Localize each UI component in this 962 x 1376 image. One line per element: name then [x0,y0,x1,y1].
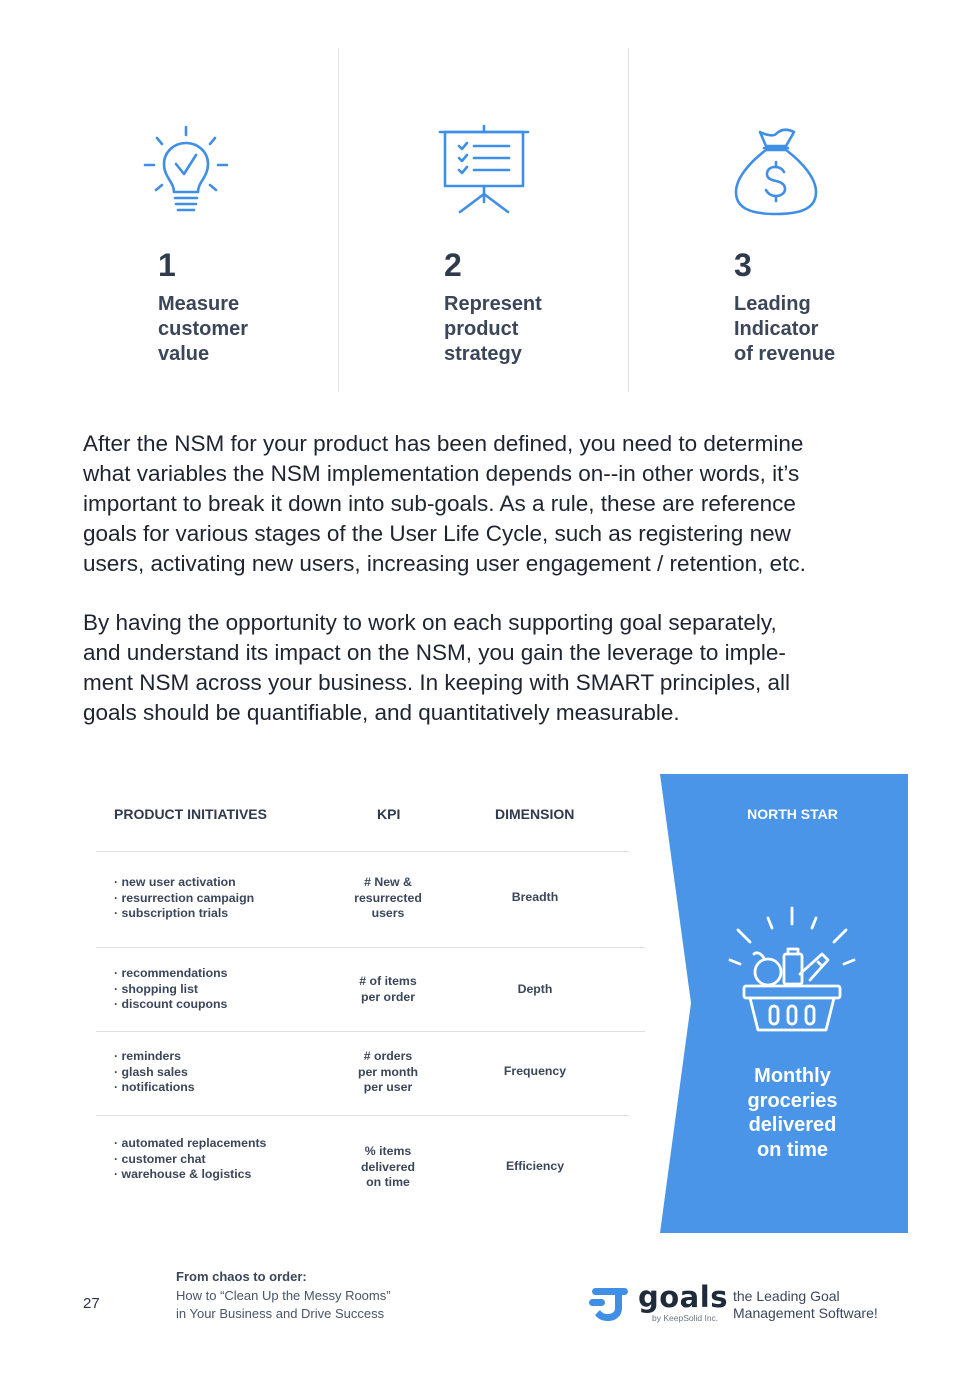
feature-divider-1 [338,48,339,392]
book-subtitle-line: How to “Clean Up the Messy Rooms” [176,1287,391,1303]
paragraph-1 [83,429,893,579]
initiative-item: · shopping list [114,981,199,996]
kpi-line: resurrected [354,890,422,905]
initiative-item: · customer chat [114,1151,206,1166]
kpi-line: # orders [363,1049,413,1063]
paragraph-1-line: what variables the NSM implementation depends on--in other words, it’s [83,461,800,486]
initiative-item: · automated replacements [114,1136,267,1150]
paragraph-2-line: By having the opportunity to work on each supporting goal separately, [83,610,777,635]
lightbulb-icon [140,124,232,218]
paragraph-1-line: users, activating new users, increasing user engagement / retention, etc. [83,551,806,576]
north-star-metric [690,1064,895,1162]
kpi-line: # of items [359,974,417,988]
initiative-item: · warehouse & logistics [114,1167,252,1181]
kpi-line: on time [366,1175,410,1189]
paragraph-2 [83,608,893,728]
kpi-line: per month [357,1064,419,1079]
paragraph-2-line: goals should be quantifiable, and quantitatively measurable. [83,700,680,725]
table-divider [96,1115,629,1116]
tagline [733,1288,878,1321]
kpi-line: users [371,906,405,920]
initiative-item: · discount coupons [114,997,228,1011]
table-row-3-initiatives [114,1049,195,1096]
kpi-line: per order [361,989,415,1004]
kpi-line: per user [363,1080,413,1094]
goals-logo-word: goals [638,1280,728,1314]
table-row-2-kpi [338,974,438,1005]
table-row-4-kpi [338,1144,438,1191]
feature-divider-2 [628,48,629,392]
paragraph-1-line: goals for various stages of the User Life Cycle, such as registering new [83,521,791,546]
header-product-initiatives: PRODUCT INITIATIVES [114,806,267,822]
north-star-line: Monthly [754,1065,831,1087]
table-row-1-initiatives [114,875,254,922]
presentation-board-icon [436,124,532,216]
money-bag-icon [730,124,822,218]
initiative-item: · reminders [114,1049,181,1063]
feature-1-number: 1 [158,247,176,283]
feature-3-number: 3 [734,247,752,283]
book-subtitle-line: in Your Business and Drive Success [176,1306,385,1321]
kpi-line: # New & [364,875,412,889]
tagline-line: Management Software! [733,1304,878,1321]
table-row-1-kpi [338,875,438,922]
paragraph-2-line: ment NSM across your business. In keeping with SMART principles, all [83,670,790,695]
table-row-4-dimension: Efficiency [505,1159,565,1173]
book-title: From chaos to order: [176,1269,307,1284]
book-citation [176,1268,391,1324]
table-row-4-initiatives [114,1136,266,1183]
kpi-line: delivered [361,1159,415,1174]
initiative-item: · notifications [114,1080,195,1094]
page-number: 27 [83,1295,100,1312]
grocery-basket-icon [726,902,858,1036]
initiative-item: · new user activation [114,875,236,889]
initiative-item: · subscription trials [114,906,229,920]
north-star-title: NORTH STAR [747,806,838,822]
table-divider [96,851,629,852]
header-kpi: KPI [377,806,401,822]
initiative-item: · glash sales [114,1064,188,1079]
north-star-line: on time [756,1138,829,1161]
goals-logo-icon [589,1284,635,1322]
north-star-line: groceries [747,1089,838,1112]
feature-1-label: Measure customer value [158,293,249,365]
table-row-3-kpi [338,1049,438,1096]
initiative-item: · resurrection campaign [114,890,255,905]
table-divider [96,1031,645,1032]
initiative-item: · recommendations [114,966,228,980]
feature-1 [0,0,1,1]
goals-logo-byline: by KeepSolid Inc. [652,1313,719,1323]
table-row-2-initiatives [114,966,227,1013]
feature-2-number: 2 [444,247,462,283]
table-row-1-dimension: Breadth [511,890,559,904]
kpi-line: % items [364,1144,412,1158]
header-dimension: DIMENSION [495,806,575,822]
tagline-line: the Leading Goal [733,1288,840,1304]
table-row-2-dimension: Depth [517,982,553,996]
table-divider [96,947,645,948]
paragraph-1-line: important to break it down into sub-goals. As a rule, these are reference [83,491,796,516]
feature-2-label: Represent product strategy [444,293,542,365]
table-row-3-dimension: Frequency [503,1064,567,1078]
feature-3-label: Leading Indicator of revenue [734,293,836,365]
north-star-line: delivered [748,1114,837,1136]
paragraph-1-line: After the NSM for your product has been defined, you need to determine [83,431,804,456]
paragraph-2-line: and understand its impact on the NSM, you gain the leverage to imple- [83,640,786,665]
